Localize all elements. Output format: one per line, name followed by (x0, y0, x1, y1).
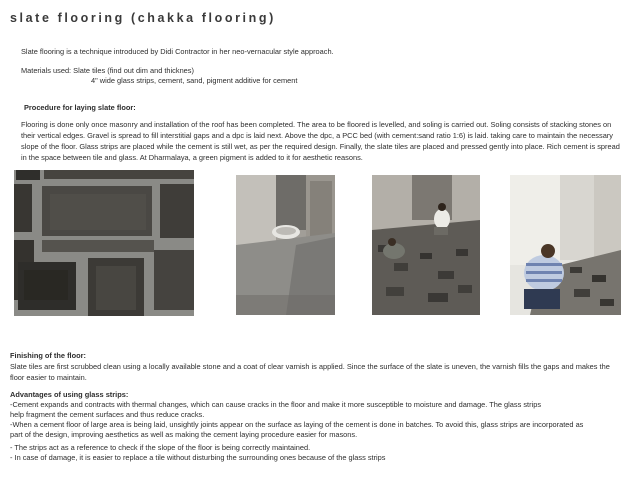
worker-pressing-tiles-photo (510, 175, 621, 315)
pcc-bed-photo (236, 175, 335, 315)
advantages-line-3: -When a cement floor of large area is being laid, unsightly joints appear on the surface as laying of the cement is done in batches. To avoid this, glass strips are incorporated as (10, 420, 584, 429)
materials-line-2: 4" wide glass strips, cement, sand, pigment additive for cement (91, 76, 298, 85)
materials-line-1: Materials used: Slate tiles (find out dim and thicknes) (21, 66, 194, 75)
procedure-line-1: Flooring is done only once masonry and installation of the roof has been completed. The area to be floored is levelled, and soling is carried out. Soling consists of stacking stones on (21, 120, 612, 129)
finishing-heading: Finishing of the floor: (10, 351, 86, 360)
advantages-line-1: -Cement expands and contracts with thermal changes, which can cause cracks in the floor and make it more susceptible to moisture and damage. The glass strips (10, 400, 542, 409)
finishing-line-2: floor easier to maintain. (10, 373, 87, 382)
advantages-line-5: - The strips act as a reference to check if the slope of the floor is being correctly maintained. (10, 443, 311, 452)
advantages-line-6: - In case of damage, it is easier to replace a tile without disturbing the surrounding ones because of the glass strips (10, 453, 386, 462)
advantages-heading: Advantages of using glass strips: (10, 390, 129, 399)
page-title: slate flooring (chakka flooring) (10, 11, 276, 25)
procedure-heading: Procedure for laying slate floor: (24, 103, 136, 112)
finished-slate-floor-photo (14, 170, 194, 316)
procedure-line-3: slope of the floor. Glass strips are placed while the cement is still wet, as per the required design. Finally, the slate tiles are placed and pressed gently into place. Rich cement is spread (21, 142, 620, 151)
workers-laying-tiles-photo (372, 175, 480, 315)
intro-text: Slate flooring is a technique introduced by Didi Contractor in her neo-vernacular style approach. (21, 47, 334, 56)
procedure-line-2: their vertical edges. Gravel is spread to fill interstitial gaps and a dpc is laid next. Above the dpc, a PCC bed (with cement:sand ratio 1:6) is laid. taking care to maintain the necessary (21, 131, 613, 140)
finishing-line-1: Slate tiles are first scrubbed clean using a locally available stone and a coat of clear varnish is applied. Since the surface of the slate is uneven, the varnish fills the gaps and makes the (10, 362, 610, 371)
procedure-line-4: in the space between tile and glass. At Dharmalaya, a green pigment is added to it for aesthetic reasons. (21, 153, 363, 162)
advantages-line-2: help fragment the cement surfaces and thus reduce cracks. (10, 410, 205, 419)
advantages-line-4: part of the design, improving aesthetics as well as making the cement laying procedure easier for masons. (10, 430, 358, 439)
